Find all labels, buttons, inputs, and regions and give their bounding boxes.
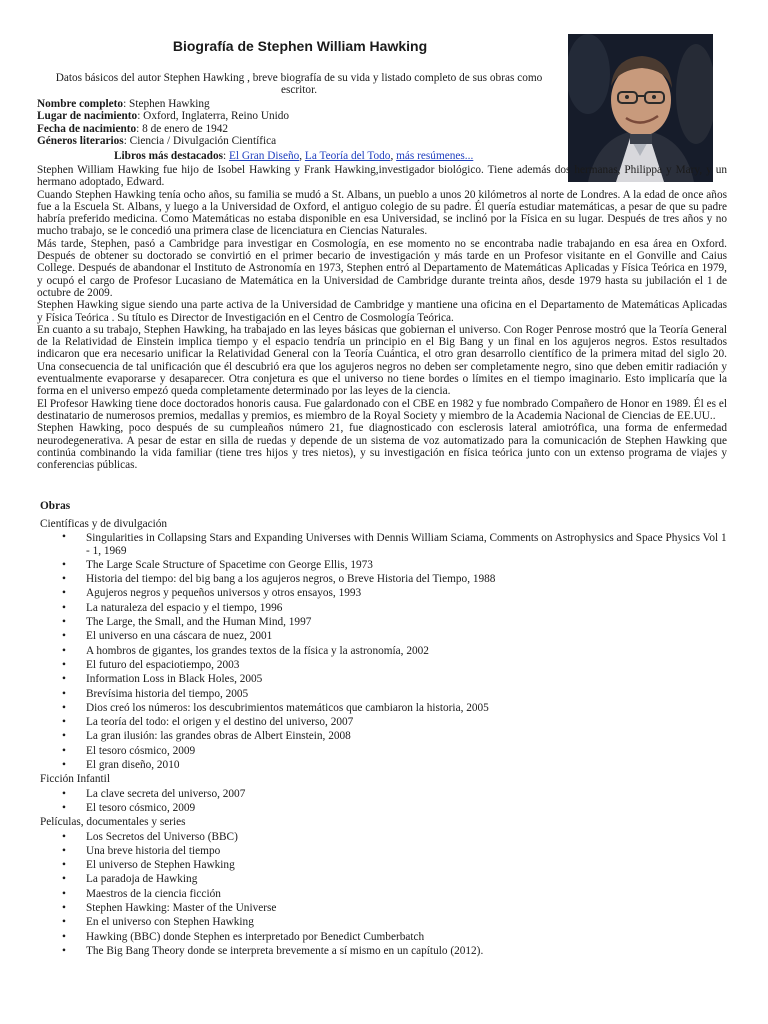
works-category-children: Ficción Infantil	[40, 773, 110, 786]
link-teoria-del-todo[interactable]: La Teoría del Todo	[304, 150, 391, 162]
list-item: • Brevísima historia del tiempo, 2005	[40, 687, 730, 701]
fact-genres: Géneros literarios: Ciencia / Divulgación Científica	[37, 134, 277, 147]
bio-paragraph: Stephen William Hawking fue hijo de Isobel Hawking y Frank Hawking,investigador biológico. Tiene además dos hermanas, Philippa y Mary, y un hermano adoptado, Edward.	[37, 164, 727, 189]
list-item: • Los Secretos del Universo (BBC)	[40, 830, 730, 844]
link-el-gran-diseno[interactable]: El Gran Diseño	[228, 150, 300, 162]
list-item: • Hawking (BBC) donde Stephen es interpretado por Benedict Cumberbatch	[40, 930, 730, 944]
page-title: Biografía de Stephen William Hawking	[172, 38, 428, 54]
bio-paragraph: Más tarde, Stephen, pasó a Cambridge para investigar en Cosmología, en ese momento no se encontraba nadie trabajando en esa área en Oxford. Después de obtener su doctorado se convirtió en el primer becario de investigación y más tarde en un Profesor visitante en el Gonville and Caius College. Después de abandonar el Instituto de Astronomía en 1973, Stephen entró al Departamento de Matemáticas Aplicadas y Física Teórica en 1979, y ocupó el cargo de Profesor Lucasiano de Matemática en la Universidad de Cambridge durante treinta años, desde 1979 hasta su jubilación el 1 de octubre de 2009.	[37, 237, 727, 299]
bio-paragraph: El Profesor Hawking tiene doce doctorados honoris causa. Fue galardonado con el CBE en 1982 y fue nombrado Compañero de Honor en 1989. Él es el destinatario de numerosos premios, medallas y premios, es miembro de la Royal Society y miembro de la Academia Nacional de Ciencias de EE.UU..	[37, 397, 727, 422]
list-item: • Maestros de la ciencia ficción	[40, 887, 730, 901]
author-photo	[568, 34, 713, 182]
author-facts	[37, 98, 557, 147]
list-item: • El futuro del espaciotiempo, 2003	[40, 658, 730, 672]
list-item: • La clave secreta del universo, 2007	[40, 787, 730, 801]
bio-paragraph: Cuando Stephen Hawking tenía ocho años, su familia se mudó a St. Albans, un pueblo a unos 20 kilómetros al norte de Londres. A la edad de once años fue a la Escuela St. Albans, y luego a la Universidad de Oxford, el antiguo colegio de su padre. Él quería estudiar matemáticas, a pesar de que su padre habría preferido medicina. Como Matemáticas no estaba disponible en esa Universidad, se inclinó por la Física en su lugar. Después de tres años y no mucho trabajo, se le concedió una primera clase de licenciatura en Ciencias Naturales.	[37, 188, 727, 238]
list-item: • El gran diseño, 2010	[40, 758, 730, 772]
list-item: • La naturaleza del espacio y el tiempo, 1996	[40, 601, 730, 615]
list-item: • Information Loss in Black Holes, 2005	[40, 672, 730, 686]
films-list	[40, 830, 730, 959]
list-item: • Stephen Hawking: Master of the Universe	[40, 901, 730, 915]
bio-paragraph: En cuanto a su trabajo, Stephen Hawking, ha trabajado en las leyes básicas que gobiernan el universo. Con Roger Penrose mostró que la Teoría General de la Relatividad de Einstein implica tiempo y el espacio tendría un principio en el Big Bang y un final en los agujeros negros. Estos resultados indicaron que era necesario unificar la Relatividad General con la Teoría Cuántica, el otro gran desarrollo científico de la primera mitad del siglo 20. Una consecuencia de tal unificación que él descubrió era que los agujeros negros no deben ser completamente negro, sino que deben emitir radiación y eventualmente evaporarse y desaparecer. Otra conjetura es que el universo no tiene bordes o límites en el tiempo imaginario. Esto implicaría que la forma en el universo empezó queda completamente determinado por las leyes de la ciencia.	[37, 323, 727, 398]
highlighted-books: Libros más destacados: El Gran Diseño, La Teoría del Todo, más resúmenes...	[114, 150, 474, 162]
works-heading: Obras	[40, 500, 71, 512]
list-item: • El universo en una cáscara de nuez, 2001	[40, 629, 730, 643]
list-item: • Singularities in Collapsing Stars and Expanding Universes with Dennis William Sciama, Comments on Astrophysics and Space Physics Vol 1 - 1, 1969	[40, 531, 730, 558]
intro-text: Datos básicos del autor Stephen Hawking , breve biografía de su vida y listado completo de sus obras como escritor.	[55, 72, 543, 97]
bio-paragraph: Stephen Hawking, poco después de su cumpleaños número 21, fue diagnosticado con esclerosis lateral amiotrófica, una forma de enfermedad neurodegenerativa. A pesar de estar en silla de ruedas y depende de un sistema de voz automatizado para la comunicación de Stephen Hawking que continúa combinando la vida familiar (tiene tres hijos y tres nietos), y su investigación en física teórica junto con un extenso programa de viajes y conferencias públicas.	[37, 422, 727, 472]
list-item: • Historia del tiempo: del big bang a los agujeros negros, o Breve Historia del Tiempo, 1988	[40, 572, 730, 586]
list-item: • Agujeros negros y pequeños universos y otros ensayos, 1993	[40, 586, 730, 600]
list-item: • A hombros de gigantes, los grandes textos de la física y la astronomía, 2002	[40, 644, 730, 658]
fact-full-name: Nombre completo: Stephen Hawking	[37, 98, 210, 110]
link-mas-resumenes[interactable]: más resúmenes...	[396, 150, 474, 162]
fact-birthdate: Fecha de nacimiento: 8 de enero de 1942	[37, 122, 229, 135]
list-item: • The Big Bang Theory donde se interpreta brevemente a sí mismo en un capítulo (2012).	[40, 944, 730, 958]
bio-paragraph: Stephen Hawking sigue siendo una parte activa de la Universidad de Cambridge y mantiene una oficina en el Departamento de Matemáticas Aplicadas y Física Teórica . Su título es Director de Investigación en el Centro de Cosmología Teórica.	[37, 299, 727, 324]
list-item: • La gran ilusión: las grandes obras de Albert Einstein, 2008	[40, 729, 730, 743]
list-item: • La paradoja de Hawking	[40, 872, 730, 886]
list-item: • Dios creó los números: los descubrimientos matemáticos que cambiaron la historia, 2005	[40, 701, 730, 715]
list-item: • El tesoro cósmico, 2009	[40, 744, 730, 758]
works-category-science: Científicas y de divulgación	[40, 518, 168, 530]
list-item: • En el universo con Stephen Hawking	[40, 915, 730, 929]
works-list	[40, 517, 730, 958]
list-item: • The Large, the Small, and the Human Mind, 1997	[40, 615, 730, 629]
fact-birthplace: Lugar de nacimiento: Oxford, Inglaterra, Reino Unido	[37, 110, 290, 123]
highlighted-books-label: Libros más destacados	[114, 150, 224, 162]
list-item: • El tesoro cósmico, 2009	[40, 801, 730, 815]
list-item: • El universo de Stephen Hawking	[40, 858, 730, 872]
list-item: • La teoría del todo: el origen y el destino del universo, 2007	[40, 715, 730, 729]
biography	[37, 164, 727, 471]
children-works-list	[40, 787, 730, 816]
list-item: • The Large Scale Structure of Spacetime con George Ellis, 1973	[40, 558, 730, 572]
portrait-illustration	[568, 34, 713, 182]
works-category-films: Películas, documentales y series	[40, 816, 186, 829]
science-works-list	[40, 531, 730, 772]
list-item: • Una breve historia del tiempo	[40, 844, 730, 858]
